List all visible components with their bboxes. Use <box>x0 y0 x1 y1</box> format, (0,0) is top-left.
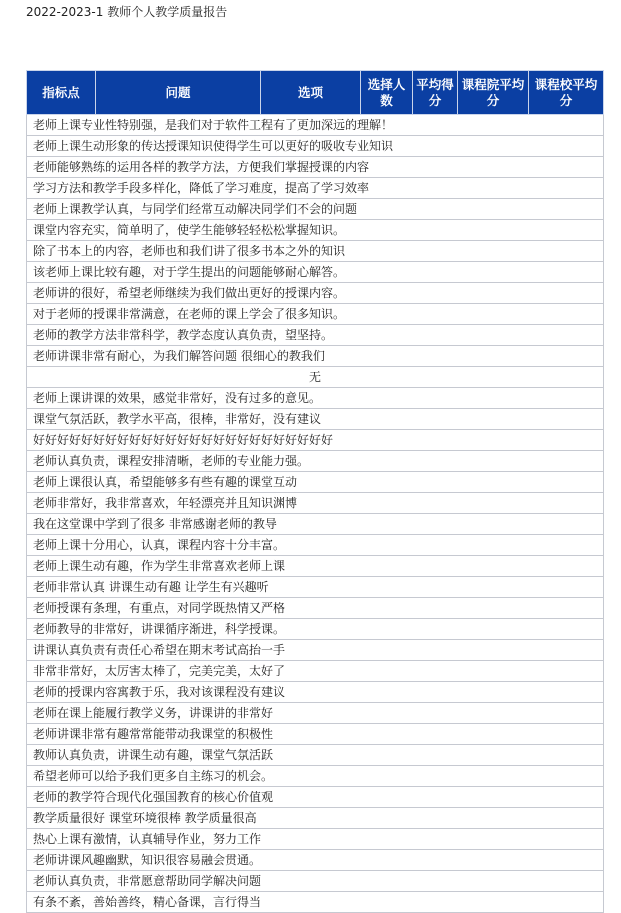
table-row <box>27 493 604 514</box>
header-indicator: 指标点 <box>27 71 96 115</box>
comment-cell: 课堂内容充实，简单明了，使学生能够轻轻松松掌握知识。 <box>27 220 604 241</box>
comment-cell: 讲课认真负责有责任心希望在期末考试高抬一手 <box>27 640 604 661</box>
comment-cell: 老师讲课非常有耐心，为我们解答问题 很细心的教我们 <box>27 346 604 367</box>
comment-cell: 老师讲课风趣幽默，知识很容易融会贯通。 <box>27 850 604 871</box>
table-row <box>27 724 604 745</box>
table-row <box>27 115 604 136</box>
header-count: 选择人数 <box>361 71 413 115</box>
table-row <box>27 619 604 640</box>
comment-cell: 老师非常好，我非常喜欢，年轻漂亮并且知识渊博 <box>27 493 604 514</box>
comment-cell: 非常非常好，太厉害太棒了，完美完美，太好了 <box>27 661 604 682</box>
comment-cell: 对于老师的授课非常满意，在老师的课上学会了很多知识。 <box>27 304 604 325</box>
table-row <box>27 241 604 262</box>
comment-cell: 老师上课很认真，希望能够多有些有趣的课堂互动 <box>27 472 604 493</box>
table-row <box>27 199 604 220</box>
comment-cell: 老师能够熟练的运用各样的教学方法，方便我们掌握授课的内容 <box>27 157 604 178</box>
comment-cell: 除了书本上的内容，老师也和我们讲了很多书本之外的知识 <box>27 241 604 262</box>
comment-cell: 老师上课专业性特别强，是我们对于软件工程有了更加深远的理解！ <box>27 115 604 136</box>
header-avg: 平均得分 <box>413 71 458 115</box>
table-row <box>27 577 604 598</box>
table-row <box>27 262 604 283</box>
table-row <box>27 367 604 388</box>
comment-cell: 老师的授课内容寓教于乐，我对该课程没有建议 <box>27 682 604 703</box>
table-row <box>27 850 604 871</box>
table-row <box>27 871 604 892</box>
report-table <box>26 70 604 913</box>
table-row <box>27 178 604 199</box>
comment-cell: 老师教导的非常好，讲课循序渐进，科学授课。 <box>27 619 604 640</box>
table-row <box>27 787 604 808</box>
table-row <box>27 892 604 913</box>
table-row <box>27 745 604 766</box>
comment-cell: 学习方法和教学手段多样化，降低了学习难度，提高了学习效率 <box>27 178 604 199</box>
table-row <box>27 157 604 178</box>
comment-cell: 热心上课有激情，认真辅导作业，努力工作 <box>27 829 604 850</box>
table-row <box>27 640 604 661</box>
table-row <box>27 661 604 682</box>
comment-cell: 教学质量很好 课堂环境很棒 教学质量很高 <box>27 808 604 829</box>
comment-cell: 老师上课生动形象的传达授课知识使得学生可以更好的吸收专业知识 <box>27 136 604 157</box>
header-school-avg: 课程校平均分 <box>529 71 604 115</box>
table-row <box>27 409 604 430</box>
header-option: 选项 <box>261 71 361 115</box>
table-row <box>27 283 604 304</box>
table-row <box>27 808 604 829</box>
comment-cell: 该老师上课比较有趣，对于学生提出的问题能够耐心解答。 <box>27 262 604 283</box>
table-row <box>27 451 604 472</box>
table-row <box>27 472 604 493</box>
comment-cell: 我在这堂课中学到了很多 非常感谢老师的教导 <box>27 514 604 535</box>
comment-cell: 老师认真负责，非常愿意帮助同学解决问题 <box>27 871 604 892</box>
table-row <box>27 535 604 556</box>
comment-cell: 老师认真负责，课程安排清晰，老师的专业能力强。 <box>27 451 604 472</box>
table-row <box>27 682 604 703</box>
header-dept-avg: 课程院平均分 <box>458 71 529 115</box>
table-body <box>27 115 604 913</box>
comment-cell: 老师讲的很好，希望老师继续为我们做出更好的授课内容。 <box>27 283 604 304</box>
comment-cell: 老师上课生动有趣，作为学生非常喜欢老师上课 <box>27 556 604 577</box>
table-row <box>27 556 604 577</box>
table-row <box>27 325 604 346</box>
comment-cell: 希望老师可以给予我们更多自主练习的机会。 <box>27 766 604 787</box>
table-row <box>27 304 604 325</box>
header-question: 问题 <box>96 71 261 115</box>
comment-cell: 无 <box>27 367 604 388</box>
table-row <box>27 598 604 619</box>
comment-cell: 老师在课上能履行教学义务，讲课讲的非常好 <box>27 703 604 724</box>
table-row <box>27 703 604 724</box>
comment-cell: 老师讲课非常有趣常常能带动我课堂的积极性 <box>27 724 604 745</box>
table-row <box>27 388 604 409</box>
comment-cell: 老师上课讲课的效果，感觉非常好，没有过多的意见。 <box>27 388 604 409</box>
comment-cell: 好好好好好好好好好好好好好好好好好好好好好好好好好 <box>27 430 604 451</box>
table-row <box>27 766 604 787</box>
comment-cell: 老师上课十分用心，认真，课程内容十分丰富。 <box>27 535 604 556</box>
table-header-row <box>27 71 604 115</box>
comment-cell: 课堂气氛活跃，教学水平高，很棒，非常好，没有建议 <box>27 409 604 430</box>
comment-cell: 老师上课教学认真，与同学们经常互动解决同学们不会的问题 <box>27 199 604 220</box>
comment-cell: 有条不紊，善始善终，精心备课，言行得当 <box>27 892 604 913</box>
table-row <box>27 430 604 451</box>
comment-cell: 老师的教学符合现代化强国教育的核心价值观 <box>27 787 604 808</box>
comment-cell: 教师认真负责，讲课生动有趣，课堂气氛活跃 <box>27 745 604 766</box>
comment-cell: 老师授课有条理，有重点，对同学既热情又严格 <box>27 598 604 619</box>
comment-cell: 老师非常认真 讲课生动有趣 让学生有兴趣听 <box>27 577 604 598</box>
comment-cell: 老师的教学方法非常科学，教学态度认真负责，望坚持。 <box>27 325 604 346</box>
table-row <box>27 136 604 157</box>
document-title: 2022-2023-1 教师个人教学质量报告 <box>26 5 228 19</box>
table-row <box>27 220 604 241</box>
table-row <box>27 829 604 850</box>
table-row <box>27 514 604 535</box>
table-row <box>27 346 604 367</box>
